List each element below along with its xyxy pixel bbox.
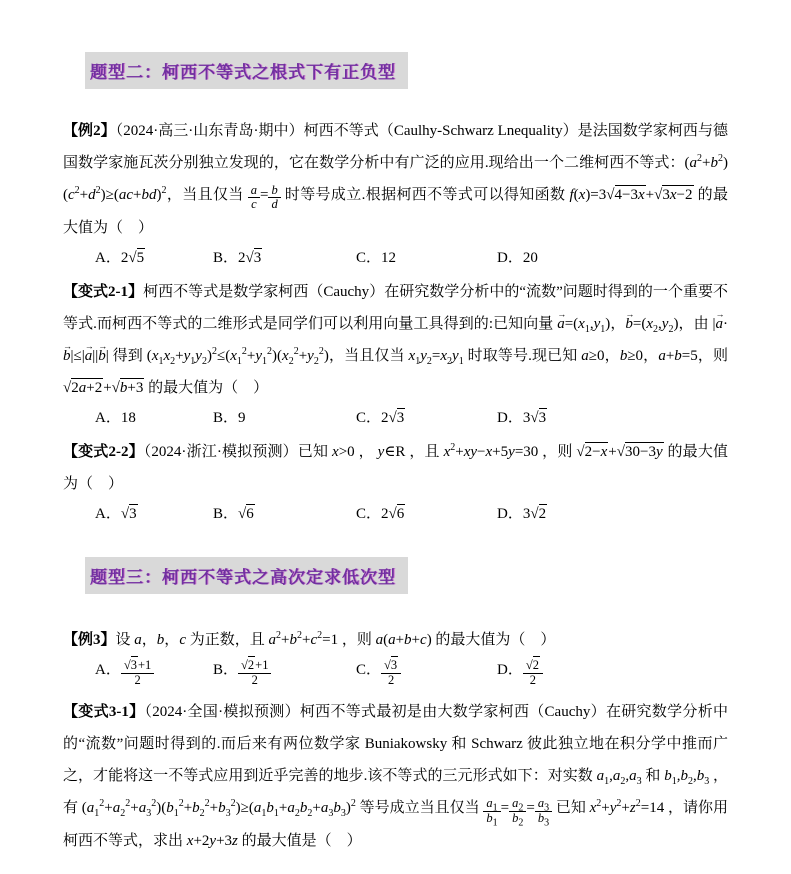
problem-var2-2-body: 【变式2-2】（2024·浙江·模拟预测）已知 x>0 ， y∈R ，且 $x^2+xy-x+5y=30$ ，则 √ 2−x+ √ 30−3y 的最大值为（ ） bbox=[63, 436, 728, 500]
option-d: D．3 √ 2 bbox=[497, 502, 728, 523]
problem-var2-1-options bbox=[63, 406, 728, 427]
option-c: C． √ $\frac{3}{2}$ bbox=[356, 658, 497, 687]
section-header-type2: 题型二：柯西不等式之根式下有正负型 bbox=[85, 52, 408, 89]
problem-var2-1 bbox=[63, 276, 728, 427]
problem-ex2-options bbox=[63, 246, 728, 267]
option-d: D．20 bbox=[497, 250, 538, 267]
option-a: A． √ 3 bbox=[95, 502, 213, 523]
option-c: C．2 √ 3 bbox=[356, 406, 497, 427]
problem-var3-1-body: 【变式3-1】（2024·全国·模拟预测）柯西不等式最初是由大数学家柯西（Cauchy）在研究数学分析中的“流数”问题时得到的.而后来有两位数学家 Buniakowsky 和 Schwarz 彼此独立地在积分学中推而广之，才能将这一不等式应用到近乎完善的地步.该不等式的三元形式如下：对实数 $a_1,a_2,a_3$ 和 $b_1,b_2,b_3$ ，有 $(a_1^2+a_2^2+a_3^2)(b_1^2+b_2^2+b_3^2)\ge(a_1b_1+a_2b_2+a_3b_3)^2$ 等号成立当且仅当 $\frac{a_1}{b_1}$ = $\frac{a_2}{b_2}$ = $\frac{a_3}{b_3}$ 已知 $x^2+y^2+z^2=14$ ，请你用柯西不等式，求出 x+2y+3z 的最大值是（ ） bbox=[63, 704, 728, 850]
problem-ex2 bbox=[63, 115, 728, 267]
problem-var2-2-options bbox=[63, 502, 728, 523]
option-a: A． √ $\frac{3+1}{2}$ bbox=[95, 658, 213, 687]
section-header-type3: 题型三：柯西不等式之高次定求低次型 bbox=[85, 557, 408, 594]
option-d: D． √ $\frac{2}{2}$ bbox=[497, 658, 728, 687]
option-b: B．9 bbox=[213, 410, 246, 427]
option-b: B． √ 6 bbox=[213, 502, 356, 523]
option-d: D．3 √ 3 bbox=[497, 406, 728, 427]
problem-ex3-body: 【例3】设 a，b，c 为正数，且 $a^2+b^2+c^2=1$ ，则 a(a+b+c) 的最大值为（ ） bbox=[63, 630, 556, 649]
section-header-type2-wrap bbox=[85, 52, 728, 89]
option-c: C．2 √ 6 bbox=[356, 502, 497, 523]
problem-ex2-body: 【例2】（2024·高三·山东青岛·期中）柯西不等式（Caulhy-Schwarz Lnequality）是法国数学家柯西与德国数学家施瓦茨分别独立发现的，它在数学分析中有广泛的应用.现给出一个二维柯西不等式：$(a^2+b^2)(c^2+d^2)\ge(ac+bd)^2$，当且仅当 $\frac{a}{c}$ = $\frac{b}{d}$ 时等号成立.根据柯西不等式可以得知函数 f(x)=3 √ 4−3x+ √ 3x−2 的最大值为（ ） bbox=[63, 115, 728, 244]
option-a: A．18 bbox=[95, 410, 136, 427]
option-a: A．2 √ 5 bbox=[95, 246, 213, 267]
option-b: B．2 √ 3 bbox=[213, 246, 356, 267]
option-b: B． √ $\frac{2+1}{2}$ bbox=[213, 658, 356, 687]
problem-ex3 bbox=[63, 624, 728, 687]
problem-var3-1 bbox=[63, 696, 728, 857]
problem-var2-1-body: 【变式2-1】柯西不等式是数学家柯西（Cauchy）在研究数学分析中的“流数”问题时得到的一个重要不等式.而柯西不等式的二维形式是同学们可以利用向量工具得到的:已知向量 → $a=(x_1,y_1)$，→ $b=(x_2,y_2)$，由 |→ a·→ b|≤|→ a||→ b| 得到 $(x_1x_2+y_1y_2)^2\le(x_1^2+y_1^2)(x_2^2+y_2^2)$，当且仅当 $x_1y_2=x_2y_1$ 时取等号.现已知 a≥0，b≥0，a+b=5，则 √ 2a+2+ √ b+3 的最大值为（ ） bbox=[63, 276, 728, 404]
problem-ex3-options bbox=[63, 658, 728, 687]
problem-var2-2 bbox=[63, 436, 728, 523]
option-c: C．12 bbox=[356, 250, 397, 267]
section-header-type3-wrap bbox=[85, 557, 728, 594]
